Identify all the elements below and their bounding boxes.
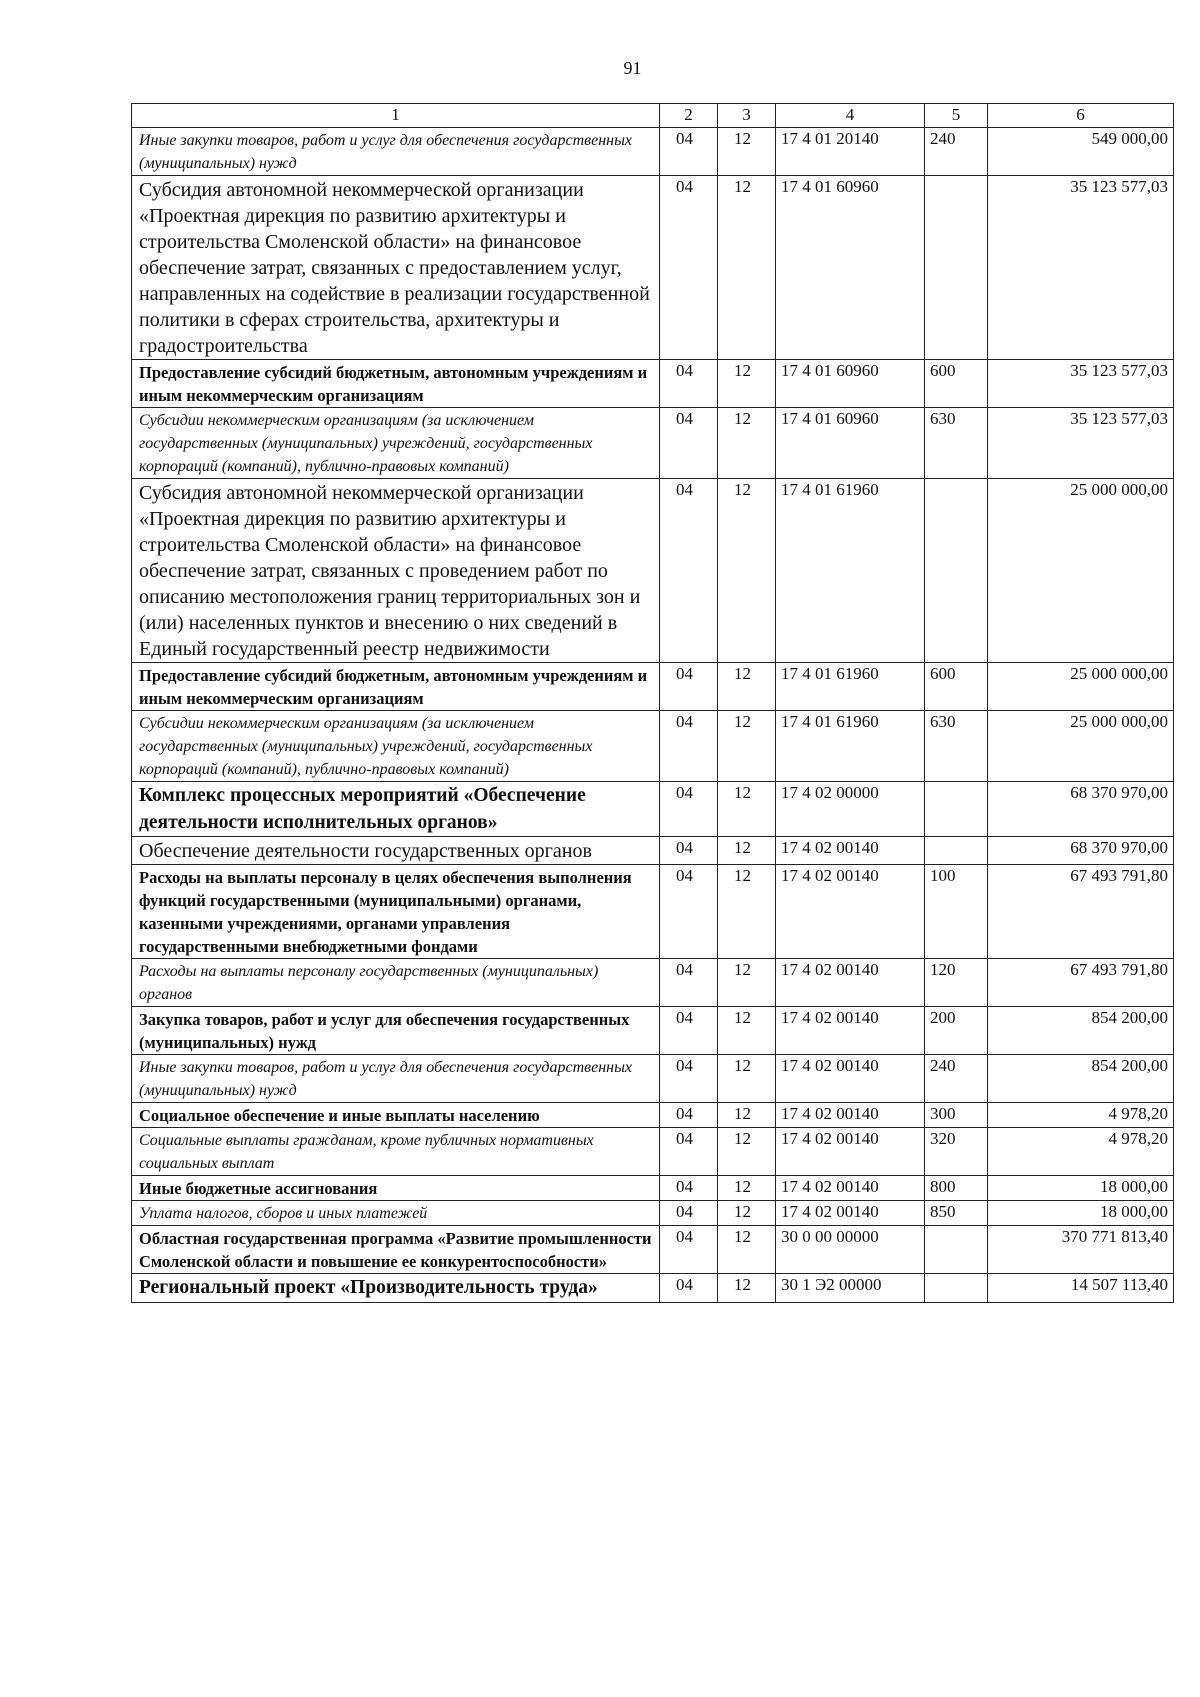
table-row — [132, 865, 1174, 959]
expense-type-code — [925, 479, 988, 663]
table-row — [132, 1007, 1174, 1055]
amount: 35 123 577,03 — [988, 360, 1174, 408]
row-name: Предоставление субсидий бюджетным, автономным учреждениям и иным некоммерческим организациям — [132, 663, 660, 711]
target-article-code: 17 4 02 00000 — [776, 782, 925, 837]
target-article-code: 17 4 02 00140 — [776, 1201, 925, 1226]
row-name: Субсидия автономной некоммерческой организации «Проектная дирекция по развитию архитектуры и строительства Смоленской области» на финансовое обеспечение затрат, связанных с проведением работ по описанию местоположения границ территориальных зон и (или) населенных пунктов и внесению о них сведений в Единый государственный реестр недвижимости — [132, 479, 660, 663]
target-article-code: 17 4 02 00140 — [776, 837, 925, 865]
row-name: Субсидии некоммерческим организациям (за исключением государственных (муниципальных) учреждений, государственных корпораций (компаний), публично-правовых компаний) — [132, 408, 660, 479]
target-article-code: 30 1 Э2 00000 — [776, 1274, 925, 1303]
table-row — [132, 1103, 1174, 1128]
header-col-3: 3 — [718, 104, 776, 128]
row-name: Иные бюджетные ассигнования — [132, 1176, 660, 1201]
header-col-6: 6 — [988, 104, 1174, 128]
expense-type-code: 200 — [925, 1007, 988, 1055]
table-row — [132, 1274, 1174, 1303]
row-name: Иные закупки товаров, работ и услуг для обеспечения государственных (муниципальных) нужд — [132, 1055, 660, 1103]
expense-type-code — [925, 1226, 988, 1274]
row-name: Социальные выплаты гражданам, кроме публичных нормативных социальных выплат — [132, 1128, 660, 1176]
section-code: 04 — [660, 1055, 718, 1103]
amount: 18 000,00 — [988, 1176, 1174, 1201]
subsection-code: 12 — [718, 1201, 776, 1226]
target-article-code: 17 4 01 61960 — [776, 711, 925, 782]
row-name: Комплекс процессных мероприятий «Обеспечение деятельности исполнительных органов» — [132, 782, 660, 837]
table-row — [132, 1055, 1174, 1103]
target-article-code: 17 4 02 00140 — [776, 959, 925, 1007]
table-row — [132, 408, 1174, 479]
amount: 68 370 970,00 — [988, 837, 1174, 865]
row-name: Областная государственная программа «Развитие промышленности Смоленской области и повышение ее конкурентоспособности» — [132, 1226, 660, 1274]
table-row — [132, 837, 1174, 865]
subsection-code: 12 — [718, 711, 776, 782]
amount: 4 978,20 — [988, 1128, 1174, 1176]
amount: 549 000,00 — [988, 128, 1174, 176]
subsection-code: 12 — [718, 959, 776, 1007]
section-code: 04 — [660, 1103, 718, 1128]
target-article-code: 17 4 02 00140 — [776, 1176, 925, 1201]
target-article-code: 17 4 01 61960 — [776, 663, 925, 711]
row-name: Уплата налогов, сборов и иных платежей — [132, 1201, 660, 1226]
subsection-code: 12 — [718, 128, 776, 176]
row-name: Обеспечение деятельности государственных органов — [132, 837, 660, 865]
amount: 35 123 577,03 — [988, 176, 1174, 360]
table-row — [132, 1226, 1174, 1274]
section-code: 04 — [660, 479, 718, 663]
section-code: 04 — [660, 1226, 718, 1274]
expense-type-code: 800 — [925, 1176, 988, 1201]
section-code: 04 — [660, 176, 718, 360]
section-code: 04 — [660, 1176, 718, 1201]
amount: 854 200,00 — [988, 1007, 1174, 1055]
amount: 4 978,20 — [988, 1103, 1174, 1128]
table-row — [132, 479, 1174, 663]
target-article-code: 17 4 02 00140 — [776, 1055, 925, 1103]
target-article-code: 17 4 01 20140 — [776, 128, 925, 176]
amount: 35 123 577,03 — [988, 408, 1174, 479]
section-code: 04 — [660, 865, 718, 959]
expense-type-code: 240 — [925, 1055, 988, 1103]
subsection-code: 12 — [718, 837, 776, 865]
target-article-code: 17 4 02 00140 — [776, 1007, 925, 1055]
amount: 67 493 791,80 — [988, 865, 1174, 959]
row-name: Иные закупки товаров, работ и услуг для обеспечения государственных (муниципальных) нужд — [132, 128, 660, 176]
subsection-code: 12 — [718, 1103, 776, 1128]
target-article-code: 17 4 02 00140 — [776, 865, 925, 959]
table-row — [132, 176, 1174, 360]
amount: 18 000,00 — [988, 1201, 1174, 1226]
section-code: 04 — [660, 1007, 718, 1055]
row-name: Закупка товаров, работ и услуг для обеспечения государственных (муниципальных) нужд — [132, 1007, 660, 1055]
table-row — [132, 663, 1174, 711]
section-code: 04 — [660, 711, 718, 782]
amount: 67 493 791,80 — [988, 959, 1174, 1007]
section-code: 04 — [660, 1201, 718, 1226]
expense-type-code — [925, 837, 988, 865]
budget-table — [131, 103, 1174, 1303]
target-article-code: 17 4 02 00140 — [776, 1103, 925, 1128]
subsection-code: 12 — [718, 782, 776, 837]
subsection-code: 12 — [718, 408, 776, 479]
amount: 25 000 000,00 — [988, 479, 1174, 663]
subsection-code: 12 — [718, 1128, 776, 1176]
subsection-code: 12 — [718, 1226, 776, 1274]
section-code: 04 — [660, 959, 718, 1007]
table-row — [132, 1176, 1174, 1201]
expense-type-code: 100 — [925, 865, 988, 959]
table-row — [132, 959, 1174, 1007]
expense-type-code — [925, 1274, 988, 1303]
subsection-code: 12 — [718, 1055, 776, 1103]
subsection-code: 12 — [718, 479, 776, 663]
target-article-code: 17 4 01 60960 — [776, 176, 925, 360]
section-code: 04 — [660, 128, 718, 176]
header-col-1: 1 — [132, 104, 660, 128]
section-code: 04 — [660, 1274, 718, 1303]
row-name: Социальное обеспечение и иные выплаты населению — [132, 1103, 660, 1128]
target-article-code: 17 4 02 00140 — [776, 1128, 925, 1176]
section-code: 04 — [660, 782, 718, 837]
section-code: 04 — [660, 837, 718, 865]
section-code: 04 — [660, 360, 718, 408]
expense-type-code — [925, 176, 988, 360]
amount: 854 200,00 — [988, 1055, 1174, 1103]
table-row — [132, 360, 1174, 408]
subsection-code: 12 — [718, 176, 776, 360]
row-name: Расходы на выплаты персоналу государственных (муниципальных) органов — [132, 959, 660, 1007]
expense-type-code — [925, 782, 988, 837]
expense-type-code: 120 — [925, 959, 988, 1007]
table-row — [132, 128, 1174, 176]
page-number: 91 — [623, 58, 642, 78]
amount: 370 771 813,40 — [988, 1226, 1174, 1274]
table-row — [132, 711, 1174, 782]
subsection-code: 12 — [718, 360, 776, 408]
target-article-code: 30 0 00 00000 — [776, 1226, 925, 1274]
table-row — [132, 1128, 1174, 1176]
expense-type-code: 300 — [925, 1103, 988, 1128]
header-col-5: 5 — [925, 104, 988, 128]
target-article-code: 17 4 01 61960 — [776, 479, 925, 663]
row-name: Предоставление субсидий бюджетным, автономным учреждениям и иным некоммерческим организациям — [132, 360, 660, 408]
subsection-code: 12 — [718, 663, 776, 711]
expense-type-code: 600 — [925, 663, 988, 711]
amount: 68 370 970,00 — [988, 782, 1174, 837]
header-col-2: 2 — [660, 104, 718, 128]
table-row — [132, 1201, 1174, 1226]
subsection-code: 12 — [718, 1274, 776, 1303]
table-header-row — [132, 104, 1174, 128]
expense-type-code: 850 — [925, 1201, 988, 1226]
section-code: 04 — [660, 408, 718, 479]
target-article-code: 17 4 01 60960 — [776, 360, 925, 408]
subsection-code: 12 — [718, 1007, 776, 1055]
row-name: Субсидия автономной некоммерческой организации «Проектная дирекция по развитию архитектуры и строительства Смоленской области» на финансовое обеспечение затрат, связанных с предоставлением услуг, направленных на содействие в реализации государственной политики в сферах строительства, архитектуры и градостроительства — [132, 176, 660, 360]
expense-type-code: 320 — [925, 1128, 988, 1176]
target-article-code: 17 4 01 60960 — [776, 408, 925, 479]
row-name: Субсидии некоммерческим организациям (за исключением государственных (муниципальных) учреждений, государственных корпораций (компаний), публично-правовых компаний) — [132, 711, 660, 782]
expense-type-code: 240 — [925, 128, 988, 176]
section-code: 04 — [660, 663, 718, 711]
amount: 14 507 113,40 — [988, 1274, 1174, 1303]
subsection-code: 12 — [718, 865, 776, 959]
section-code: 04 — [660, 1128, 718, 1176]
row-name: Расходы на выплаты персоналу в целях обеспечения выполнения функций государственными (муниципальными) органами, казенными учреждениями, органами управления государственными внебюджетными фондами — [132, 865, 660, 959]
amount: 25 000 000,00 — [988, 663, 1174, 711]
amount: 25 000 000,00 — [988, 711, 1174, 782]
row-name: Региональный проект «Производительность труда» — [132, 1274, 660, 1303]
expense-type-code: 630 — [925, 408, 988, 479]
expense-type-code: 600 — [925, 360, 988, 408]
table-row — [132, 782, 1174, 837]
subsection-code: 12 — [718, 1176, 776, 1201]
header-col-4: 4 — [776, 104, 925, 128]
expense-type-code: 630 — [925, 711, 988, 782]
